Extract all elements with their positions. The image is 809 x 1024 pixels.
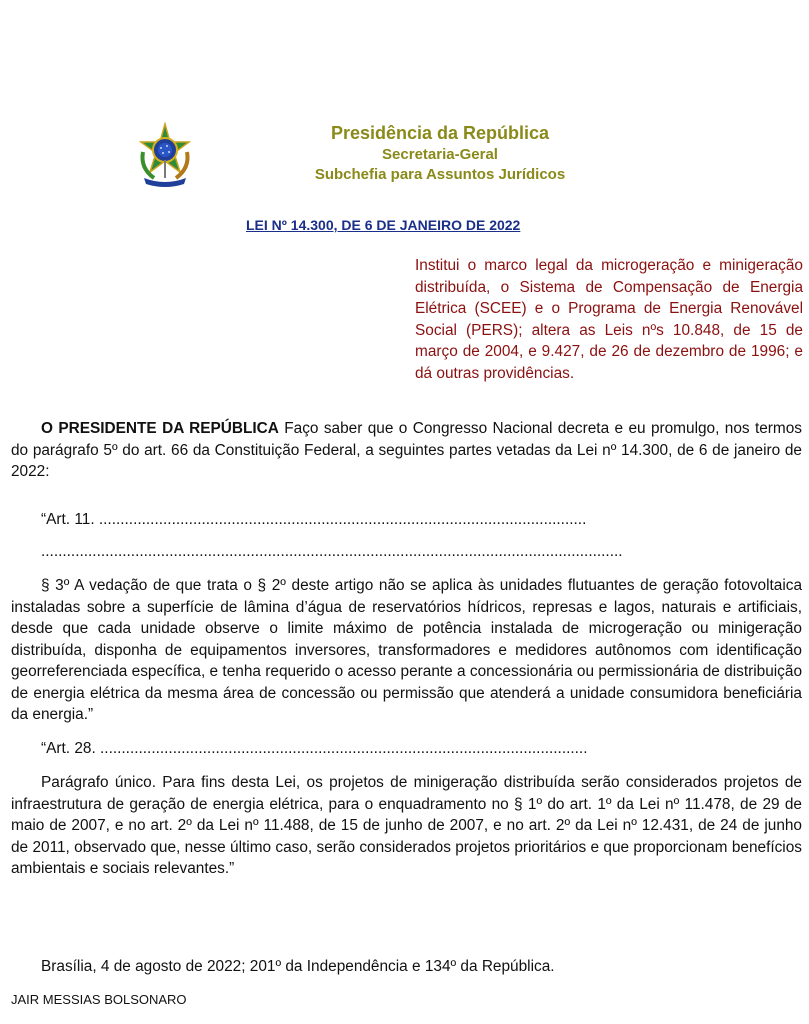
header-subchefia: Subchefia para Assuntos Jurídicos	[314, 166, 566, 183]
header-secretaria: Secretaria-Geral	[382, 146, 498, 163]
art28-label: “Art. 28.	[41, 740, 101, 757]
closing-date: Brasília, 4 de agosto de 2022; 201º da Independência e 134º da República.	[41, 958, 555, 975]
art11-heading	[41, 509, 713, 531]
brazil-coat-of-arms-icon	[134, 122, 196, 188]
preamble-text: Faço saber que o Congresso Nacional decreta e eu promulgo, nos termos do parágrafo 5º do art. 66 da Constituição Federal, a seguintes partes vetadas da Lei nº 14.300, de 6 de janeiro de 2022:	[11, 420, 802, 480]
preamble-bold: O PRESIDENTE DA REPÚBLICA	[41, 420, 279, 437]
header-presidencia: Presidência da República	[330, 123, 550, 143]
art28-dots: ..................................................................................................................	[100, 740, 588, 757]
art11-label: “Art. 11.	[41, 511, 99, 528]
header-block	[290, 121, 590, 185]
law-title-link[interactable]: LEI Nº 14.300, DE 6 DE JANEIRO DE 2022	[246, 217, 521, 233]
art28-heading	[41, 738, 713, 760]
preamble	[11, 418, 802, 483]
art11-dots-line-2: ........................................................................................................................................	[41, 543, 623, 560]
art28-paragraph-unico: Parágrafo único. Para fins desta Lei, os projetos de minigeração distribuída serão considerados projetos de infraestrutura de geração de energia elétrica, para o enquadramento no § 1º do art. 1º da Lei nº 11.478, de 29 de maio de 2007, e no art. 2º da Lei nº 11.488, de 15 de junho de 2007, e no art. 2º da Lei nº 12.431, de 24 de junho de 2011, observado que, nesse último caso, serão considerados projetos prioritários e que proporcionam benefícios ambientais e sociais relevantes.”	[11, 774, 802, 877]
art11-dots-1: ..................................................................................................................	[98, 511, 587, 528]
art11-paragraph-3: § 3º A vedação de que trata o § 2º deste artigo não se aplica às unidades flutuantes de geração fotovoltaica instaladas sobre a superfície de lâmina d’água de reservatórios hídricos, represas e lagos, naturais e artificiais, desde que cada unidade observe o limite máximo de potência instalada de microgeração ou minigeração distribuída, disponha de equipamentos inversores, transformadores e medidores autônomos com identificação georreferenciada específica, e tenha requerido o acesso perante a concessionária ou permissionária de distribuição de energia elétrica da mesma área de concessão ou permissão que atenderá a unidade consumidora beneficiária da energia.”	[11, 577, 802, 723]
ementa: Institui o marco legal da microgeração e minigeração distribuída, o Sistema de Compensação de Energia Elétrica (SCEE) e o Programa de Energia Renovável Social (PERS); altera as Leis nºs 10.848, de 15 de março de 2004, e 9.427, de 26 de dezembro de 1996; e dá outras providências.	[415, 257, 803, 382]
signature: JAIR MESSIAS BOLSONARO	[11, 992, 187, 1007]
